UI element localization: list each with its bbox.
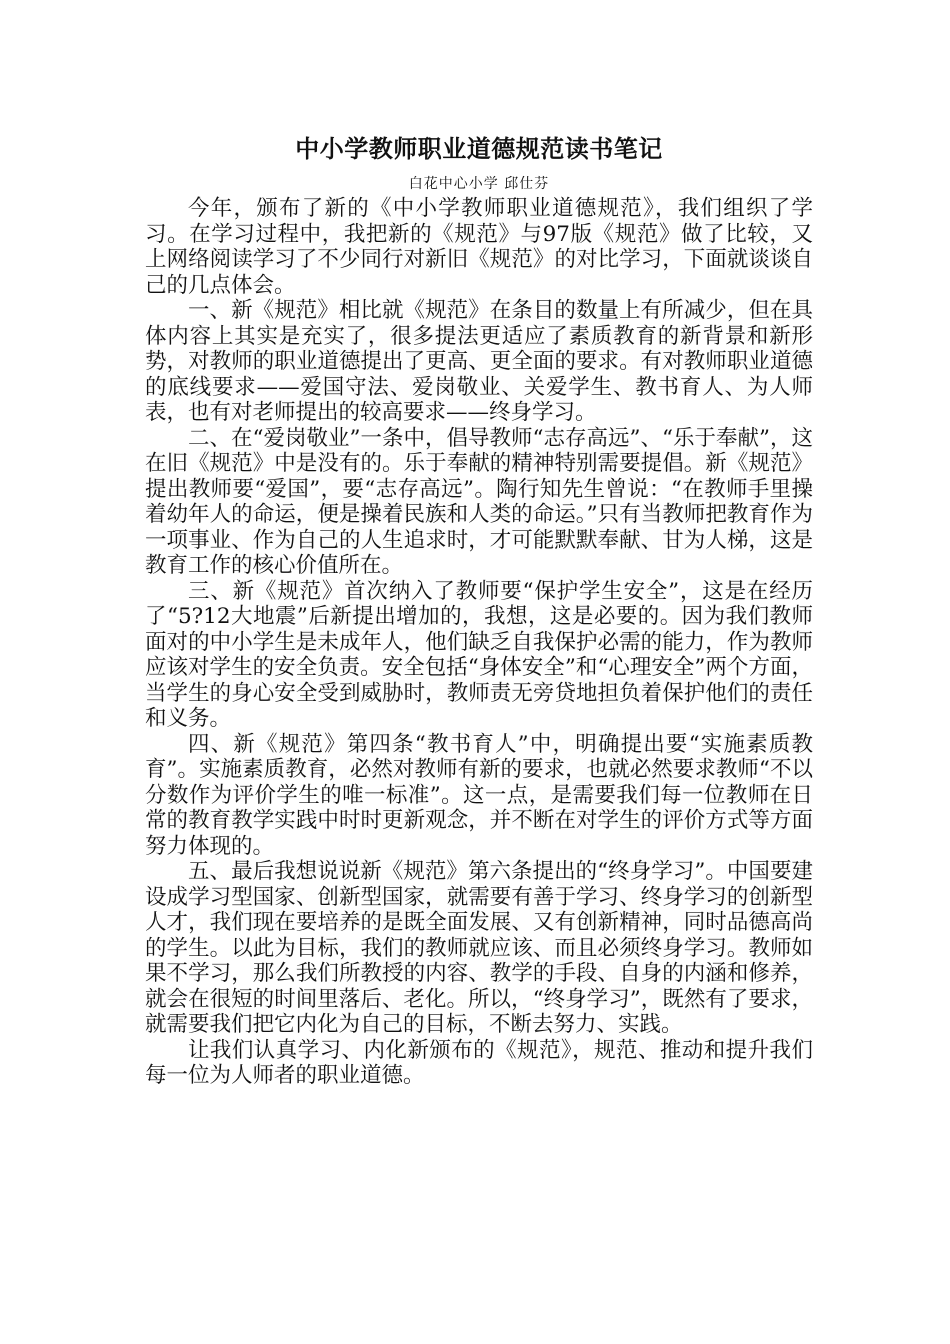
paragraph-point-5: 五、最后我想说说新《规范》第六条提出的“终身学习”。中国要建设成学习型国家、创新型国家，就需要有善于学习、终身学习的创新型人才，我们现在要培养的是既全面发展、又有创新精神，同时品德高尚的学生。以此为目标，我们的教师就应该、而且必须终身学习。教师如果不学习，那么我们所教授的内容、教学的手段、自身的内涵和修养，就会在很短的时间里落后、老化。所以，“终身学习”，既然有了要求，就需要我们把它内化为自己的目标，不断去努力、实践。 bbox=[145, 859, 813, 1037]
paragraph-intro: 今年，颁布了新的《中小学教师职业道德规范》，我们组织了学习。在学习过程中，我把新的《规范》与97版《规范》做了比较，又上网络阅读学习了不少同行对新旧《规范》的对比学习，下面就谈谈自己的几点体会。 bbox=[145, 196, 813, 298]
document-page bbox=[145, 130, 813, 1089]
document-author: 白花中心小学 邱仕芬 bbox=[408, 176, 550, 192]
paragraph-conclusion: 让我们认真学习、内化新颁布的《规范》，规范、推动和提升我们每一位为人师者的职业道德。 bbox=[145, 1037, 813, 1088]
paragraph-point-3: 三、新《规范》首次纳入了教师要“保护学生安全”，这是在经历了“5?12大地震”后新提出增加的，我想，这是必要的。因为我们教师面对的中小学生是未成年人，他们缺乏自我保护必需的能力，作为教师应该对学生的安全负责。安全包括“身体安全”和“心理安全”两个方面，当学生的身心安全受到威胁时，教师责无旁贷地担负着保护他们的责任和义务。 bbox=[145, 578, 813, 731]
document-body bbox=[145, 196, 813, 1089]
paragraph-point-2: 二、在“爱岗敬业”一条中，倡导教师“志存高远”、“乐于奉献”，这在旧《规范》中是没有的。乐于奉献的精神特别需要提倡。新《规范》提出教师要“爱国”，要“志存高远”。陶行知先生曾说：“在教师手里操着幼年人的命运，便是操着民族和人类的命运。”只有当教师把教育作为一项事业、作为自己的人生追求时，才可能默默奉献、甘为人梯，这是教育工作的核心价值所在。 bbox=[145, 425, 813, 578]
paragraph-point-1: 一、新《规范》相比就《规范》在条目的数量上有所减少，但在具体内容上其实是充实了，很多提法更适应了素质教育的新背景和新形势，对教师的职业道德提出了更高、更全面的要求。有对教师职业道德的底线要求——爱国守法、爱岗敬业、关爱学生、教书育人、为人师表，也有对老师提出的较高要求——终身学习。 bbox=[145, 298, 813, 425]
paragraph-point-4: 四、新《规范》第四条“教书育人”中，明确提出要“实施素质教育”。实施素质教育，必然对教师有新的要求，也就必然要求教师“不以分数作为评价学生的唯一标准”。这一点，是需要我们每一位教师在日常的教育教学实践中时时更新观念，并不断在对学生的评价方式等方面努力体现的。 bbox=[145, 731, 813, 859]
document-title: 中小学教师职业道德规范读书笔记 bbox=[295, 135, 663, 163]
